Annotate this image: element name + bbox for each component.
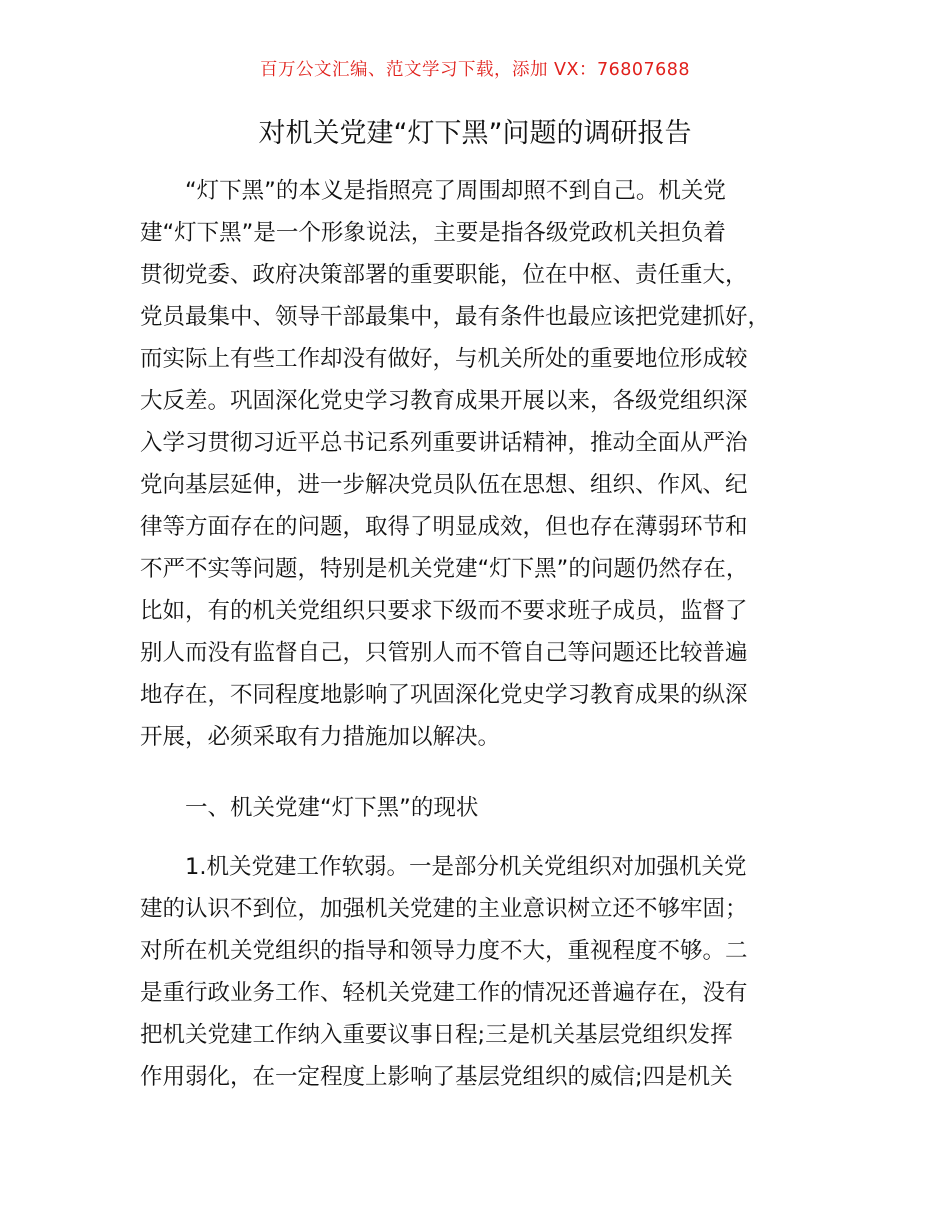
paragraph-line: 对所在机关党组织的指导和领导力度不大，重视程度不够。二 [140,938,748,964]
paragraph-line: 比如，有的机关党组织只要求下级而不要求班子成员，监督了 [140,598,748,624]
paragraph-line: 党员最集中、领导干部最集中，最有条件也最应该把党建抓好， [140,304,771,330]
paragraph-line: 把机关党建工作纳入重要议事日程;三是机关基层党组织发挥 [140,1022,733,1048]
paragraph-line: 建的认识不到位，加强机关党建的主业意识树立还不够牢固； [140,896,748,922]
paragraph-line: “灯下黑”的本义是指照亮了周围却照不到自己。机关党 [185,178,726,204]
paragraph-line: 不严不实等问题，特别是机关党建“灯下黑”的问题仍然存在， [140,556,749,582]
paragraph-line: 党向基层延伸，进一步解决党员队伍在思想、组织、作风、纪 [140,472,748,498]
section-heading [140,787,830,829]
paragraph-intro [140,170,830,758]
watermark-banner: 百万公文汇编、范文学习下载，添加 VX：76807688 [259,60,691,80]
paragraph-line: 大反差。巩固深化党史学习教育成果开展以来，各级党组织深 [140,388,748,414]
paragraph-line: 1.机关党建工作软弱。一是部分机关党组织对加强机关党 [185,854,747,880]
paragraph-line: 而实际上有些工作却没有做好，与机关所处的重要地位形成较 [140,346,748,372]
paragraph-line: 作用弱化，在一定程度上影响了基层党组织的威信;四是机关 [140,1064,733,1090]
paragraph-line: 开展，必须采取有力措施加以解决。 [140,724,501,750]
paragraph-line: 建“灯下黑”是一个形象说法，主要是指各级党政机关担负着 [140,220,726,246]
paragraph-line: 别人而没有监督自己，只管别人而不管自己等问题还比较普遍 [140,640,748,666]
paragraph-line: 贯彻党委、政府决策部署的重要职能，位在中枢、责任重大， [140,262,748,288]
document-title: 对机关党建“灯下黑”问题的调研报告 [258,118,692,149]
paragraph-section1 [140,846,830,1098]
paragraph-line: 入学习贯彻习近平总书记系列重要讲话精神，推动全面从严治 [140,430,748,456]
section-heading-text: 一、机关党建“灯下黑”的现状 [185,795,479,821]
paragraph-line: 是重行政业务工作、轻机关党建工作的情况还普遍存在，没有 [140,980,748,1006]
paragraph-line: 律等方面存在的问题，取得了明显成效，但也存在薄弱环节和 [140,514,748,540]
paragraph-line: 地存在，不同程度地影响了巩固深化党史学习教育成果的纵深 [140,682,748,708]
